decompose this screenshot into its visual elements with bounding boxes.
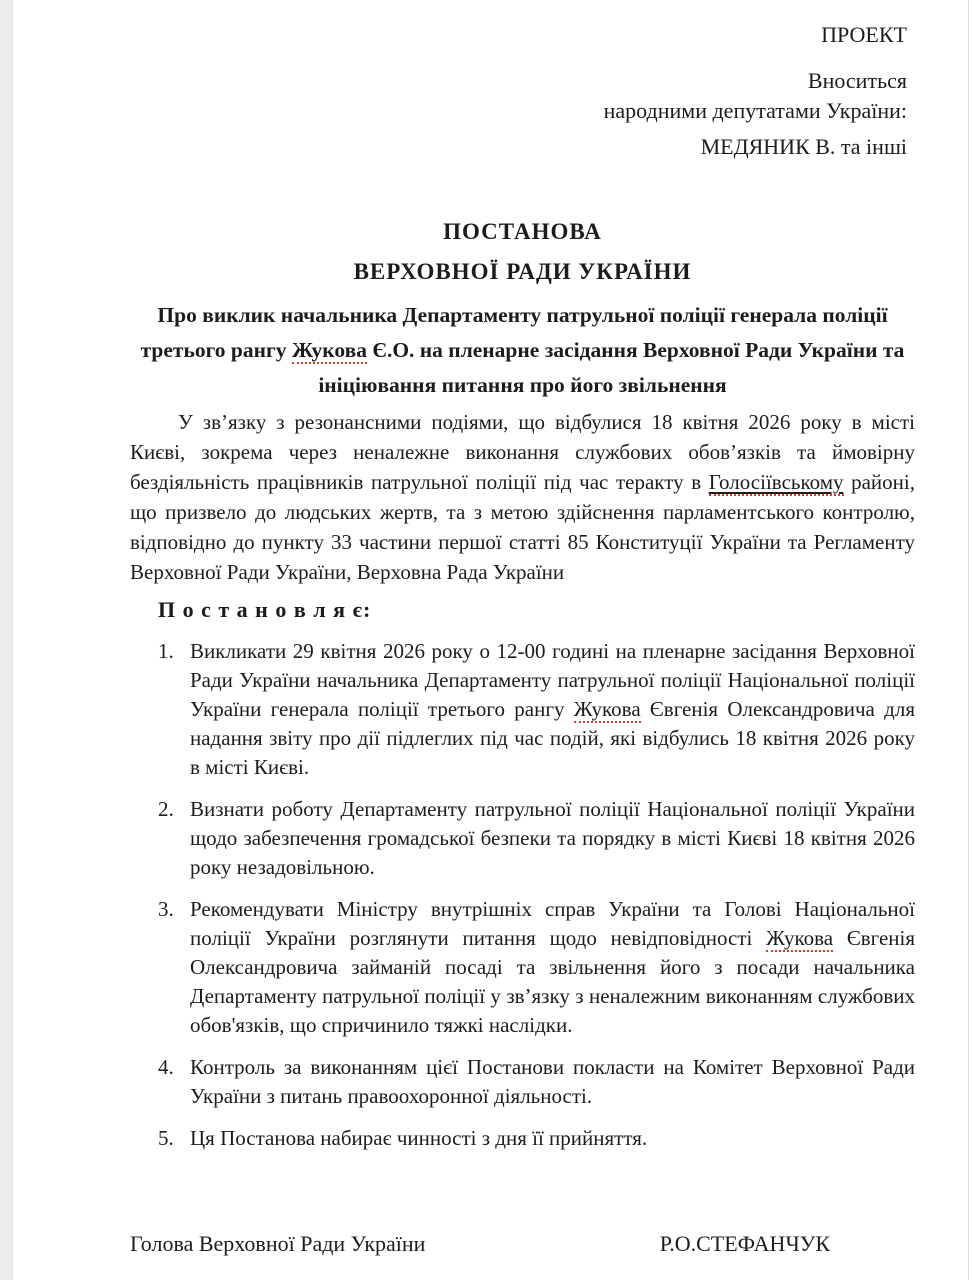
preamble-paragraph: У зв’язку з резонансними подіями, що відбулися 18 квітня 2026 року в місті Києві, зокрема через неналежне виконання службових обов’язків та ймовірну бездіяльність працівників патрульної поліції під час теракту в Голосіївському районі, що призвело до людських жертв, та з метою здійснення парламентського контролю, відповідно до пункту 33 частини першої статті 85 Конституції України та Регламенту Верховної Ради України, Верховна Рада України [130,410,915,584]
document-content [130,0,915,1259]
item-number: 2. [158,797,174,821]
signature-title: Голова Верховної Ради України [130,1231,426,1256]
title-block [130,216,915,403]
submitters-line: МЕДЯНИК В. та інші [700,134,907,159]
authority-title: ВЕРХОВНОЇ РАДИ УКРАЇНИ [353,259,692,284]
item-text: Викликати 29 квітня 2026 року о 12-00 годині на пленарне засідання Верховної Ради України начальника Департаменту патрульної поліції Національної поліції України генерала поліції третього рангу Жукова Євгенія Олександровича для надання звіту про дії підлеглих під час подій, які відбулись 18 квітня 2026 року в місті Києві. [190,639,915,779]
project-label: ПРОЕКТ [821,22,907,47]
resolution-item-2 [130,795,915,882]
resolution-item-1 [130,637,915,782]
item-text: Контроль за виконанням цієї Постанови покласти на Комітет Верховної Ради України з питань правоохоронної діяльності. [190,1055,915,1108]
item-number: 4. [158,1055,174,1079]
item-number: 1. [158,639,174,663]
item-text: Рекомендувати Міністру внутрішніх справ України та Голові Національної поліції України розглянути питання щодо невідповідності Жукова Євгенія Олександровича займаній посаді та звільнення його з посади начальника Департаменту патрульної поліції у зв’язку з неналежним виконанням службових обов'язків, що спричинило тяжкі наслідки. [190,897,915,1037]
signature-row [130,1229,915,1259]
doc-type-title: ПОСТАНОВА [443,219,602,244]
resolution-item-3 [130,895,915,1040]
item-number: 3. [158,897,174,921]
submission-line-1: Вноситься [807,68,907,93]
page-edge-line [968,0,969,1280]
item-number: 5. [158,1126,174,1150]
resolution-list [130,637,915,1153]
item-text: Ця Постанова набирає чинності з дня її прийняття. [190,1126,648,1150]
signature-name: Р.О.СТЕФАНЧУК [659,1231,830,1256]
header-block [130,20,915,162]
resolution-item-4 [130,1053,915,1111]
resolution-item-5 [130,1124,915,1153]
scan-edge-left [0,0,13,1280]
resolves-label: П о с т а н о в л я є: [158,597,372,622]
item-text: Визнати роботу Департаменту патрульної поліції Національної поліції України щодо забезпечення громадської безпеки та порядку в місті Києві 18 квітня 2026 року незадовільною. [190,797,915,879]
submission-note [130,66,907,126]
submission-line-2: народними депутатами України: [603,98,907,123]
subject-title: Про виклик начальника Департаменту патрульної поліції генерала поліції третього рангу Жукова Є.О. на пленарне засідання Верховної Ради України та ініціювання питання про його звільнення [140,303,905,397]
